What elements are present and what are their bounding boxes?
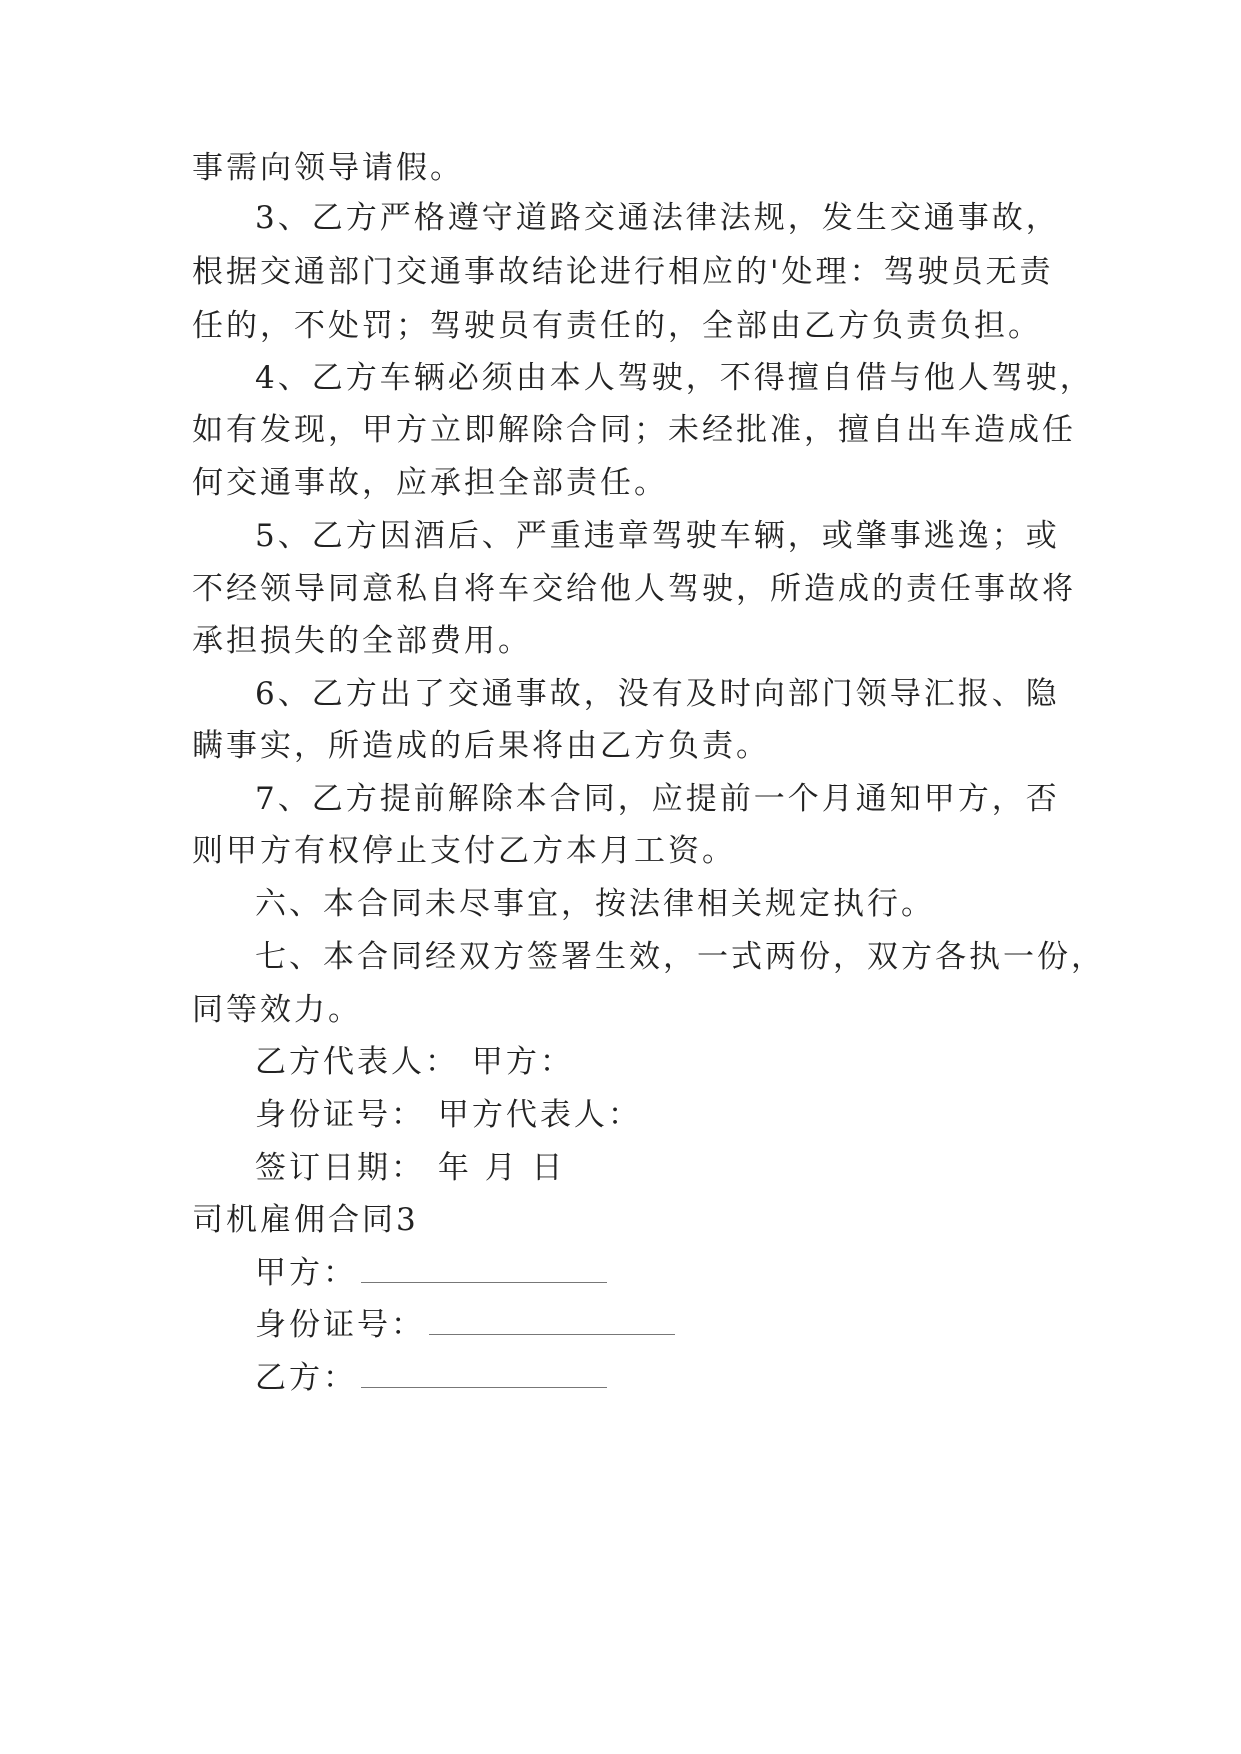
clause-6-line-1: 6、乙方出了交通事故，没有及时向部门领导汇报、隐	[255, 676, 1060, 712]
section-6-line: 六、本合同未尽事宜，按法律相关规定执行。	[255, 886, 935, 922]
contract-3-title: 司机雇佣合同3	[192, 1202, 419, 1238]
id-number-line: 身份证号： 甲方代表人：	[255, 1097, 642, 1133]
id-number-field	[255, 1305, 675, 1345]
clause-3-line-3: 任的，不处罚；驾驶员有责任的，全部由乙方负责负担。	[192, 308, 1042, 344]
clause-7-line-1: 7、乙方提前解除本合同，应提前一个月通知甲方，否	[255, 781, 1060, 817]
id-number-blank	[429, 1308, 675, 1335]
clause-3-line-1: 3、乙方严格遵守道路交通法律法规，发生交通事故，	[255, 200, 1060, 236]
section-7-line-1: 七、本合同经双方签署生效，一式两份，双方各执一份，	[255, 939, 1105, 975]
clause-4-line-1: 4、乙方车辆必须由本人驾驶，不得擅自借与他人驾驶，	[255, 360, 1094, 396]
party-a-field	[255, 1253, 607, 1293]
clause-5-line-2: 不经领导同意私自将车交给他人驾驶，所造成的责任事故将	[192, 571, 1076, 607]
clause-5-line-3: 承担损失的全部费用。	[192, 623, 532, 659]
clause-4-line-3: 何交通事故，应承担全部责任。	[192, 465, 668, 501]
clause-3-line-2: 根据交通部门交通事故结论进行相应的'处理：驾驶员无责	[192, 254, 1054, 290]
id-number-label: 身份证号：	[255, 1307, 425, 1343]
sign-date-line: 签订日期： 年 月 日	[255, 1150, 566, 1186]
party-b-label: 乙方：	[255, 1360, 357, 1396]
clause-7-line-2: 则甲方有权停止支付乙方本月工资。	[192, 833, 736, 869]
party-a-blank	[361, 1256, 607, 1283]
clause-6-line-2: 瞒事实，所造成的后果将由乙方负责。	[192, 728, 770, 764]
text-line-continuation: 事需向领导请假。	[192, 150, 464, 186]
party-b-field	[255, 1358, 607, 1398]
party-a-label: 甲方：	[255, 1255, 357, 1291]
section-7-line-2: 同等效力。	[192, 992, 362, 1028]
party-b-blank	[361, 1361, 607, 1388]
clause-4-line-2: 如有发现，甲方立即解除合同；未经批准，擅自出车造成任	[192, 412, 1076, 448]
party-b-representative-line: 乙方代表人： 甲方：	[255, 1044, 574, 1080]
clause-5-line-1: 5、乙方因酒后、严重违章驾驶车辆，或肇事逃逸；或	[255, 518, 1060, 554]
